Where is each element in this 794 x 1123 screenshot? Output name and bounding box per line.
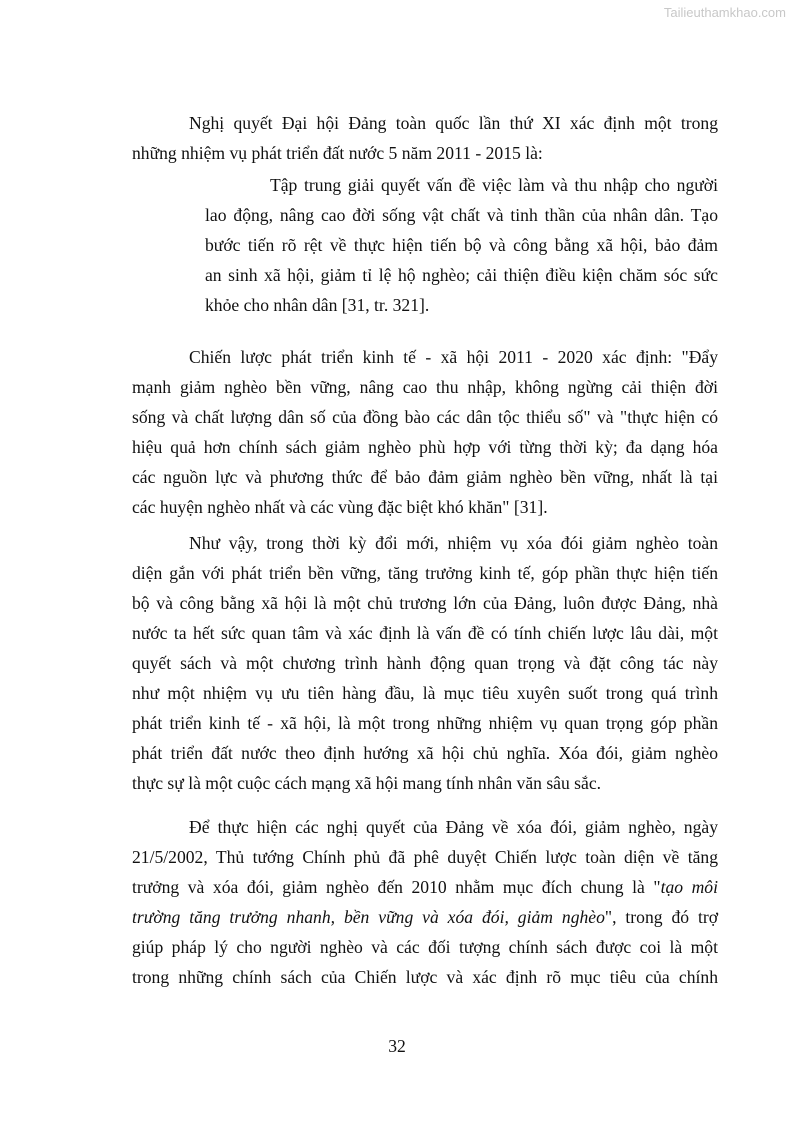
text-line: những nhiệm vụ phát triển đất nước 5 năm 2011 - 2015 là: — [132, 143, 543, 163]
watermark: Tailieuthamkhao.com — [663, 5, 786, 20]
text-line: Nghị quyết Đại hội Đảng toàn quốc lần thứ XI xác định một trong — [189, 113, 718, 133]
text-line: Chiến lược phát triển kinh tế - xã hội 2011 - 2020 xác định: "Đẩy — [189, 347, 718, 367]
text-line: Như vậy, trong thời kỳ đổi mới, nhiệm vụ xóa đói giảm nghèo toàn — [189, 533, 718, 553]
text-line: Để thực hiện các nghị quyết của Đảng về xóa đói, giảm nghèo, ngày — [189, 817, 718, 837]
text-line: an sinh xã hội, giảm tỉ lệ hộ nghèo; cải thiện điều kiện chăm sóc sức — [205, 265, 718, 285]
text-line: quyết sách và một chương trình hành động quan trọng và đặt công tác này — [132, 653, 718, 673]
text-line: diện gắn với phát triển bền vững, tăng trưởng kinh tế, góp phần thực hiện tiến — [132, 563, 718, 583]
text-line — [132, 902, 718, 932]
text-line: phát triển kinh tế - xã hội, là một trong những nhiệm vụ quan trọng góp phần — [132, 713, 718, 733]
text-line: 21/5/2002, Thủ tướng Chính phủ đã phê duyệt Chiến lược toàn diện về tăng — [132, 847, 718, 867]
text-line: sống và chất lượng dân số của đồng bào các dân tộc thiểu số" và "thực hiện có — [132, 407, 718, 427]
paragraph-2002-strategy — [132, 812, 718, 992]
text-segment: ", trong đó trợ — [604, 907, 719, 927]
text-line: các nguồn lực và phương thức để bảo đảm giảm nghèo bền vững, nhất là tại — [132, 467, 718, 487]
italic-text: trường tăng trưởng nhanh, bền vững và xóa đói, giảm nghèo — [132, 907, 605, 927]
text-line: bước tiến rõ rệt về thực hiện tiến bộ và công bằng xã hội, bảo đảm — [205, 235, 718, 255]
text-line: giúp pháp lý cho người nghèo và các đối tượng chính sách được coi là một — [132, 937, 718, 957]
text-line: Tập trung giải quyết vấn đề việc làm và thu nhập cho người — [270, 175, 718, 195]
text-line: bộ và công bằng xã hội là một chủ trương lớn của Đảng, luôn được Đảng, nhà — [132, 593, 718, 613]
italic-text: tạo môi — [660, 877, 718, 897]
block-quote — [132, 170, 718, 320]
text-line: như một nhiệm vụ ưu tiên hàng đầu, là mục tiêu xuyên suốt trong quá trình — [132, 683, 718, 703]
paragraph-resolution-xi — [132, 108, 718, 168]
paragraph-renovation-period — [132, 528, 718, 798]
text-line: mạnh giảm nghèo bền vững, nâng cao thu nhập, không ngừng cải thiện đời — [132, 377, 718, 397]
text-line — [132, 872, 718, 902]
document-body — [132, 108, 718, 992]
text-line: thực sự là một cuộc cách mạng xã hội mang tính nhân văn sâu sắc. — [132, 773, 602, 793]
text-line: trong những chính sách của Chiến lược và xác định rõ mục tiêu của chính — [132, 967, 718, 987]
text-line: lao động, nâng cao đời sống vật chất và tinh thần của nhân dân. Tạo — [205, 205, 718, 225]
page-number: 32 — [388, 1036, 406, 1056]
paragraph-strategy-2011-2020 — [132, 342, 718, 522]
text-line: khỏe cho nhân dân [31, tr. 321]. — [205, 295, 430, 315]
text-line: nước ta hết sức quan tâm và xác định là vấn đề có tính chiến lược lâu dài, một — [132, 623, 718, 643]
text-line: các huyện nghèo nhất và các vùng đặc biệt khó khăn" [31]. — [132, 497, 548, 517]
text-line: phát triển đất nước theo định hướng xã hội chủ nghĩa. Xóa đói, giảm nghèo — [132, 743, 718, 763]
text-segment: trưởng và xóa đói, giảm nghèo đến 2010 nhằm mục đích chung là " — [132, 877, 661, 897]
text-line: hiệu quả hơn chính sách giảm nghèo phù hợp với từng thời kỳ; đa dạng hóa — [132, 437, 718, 457]
